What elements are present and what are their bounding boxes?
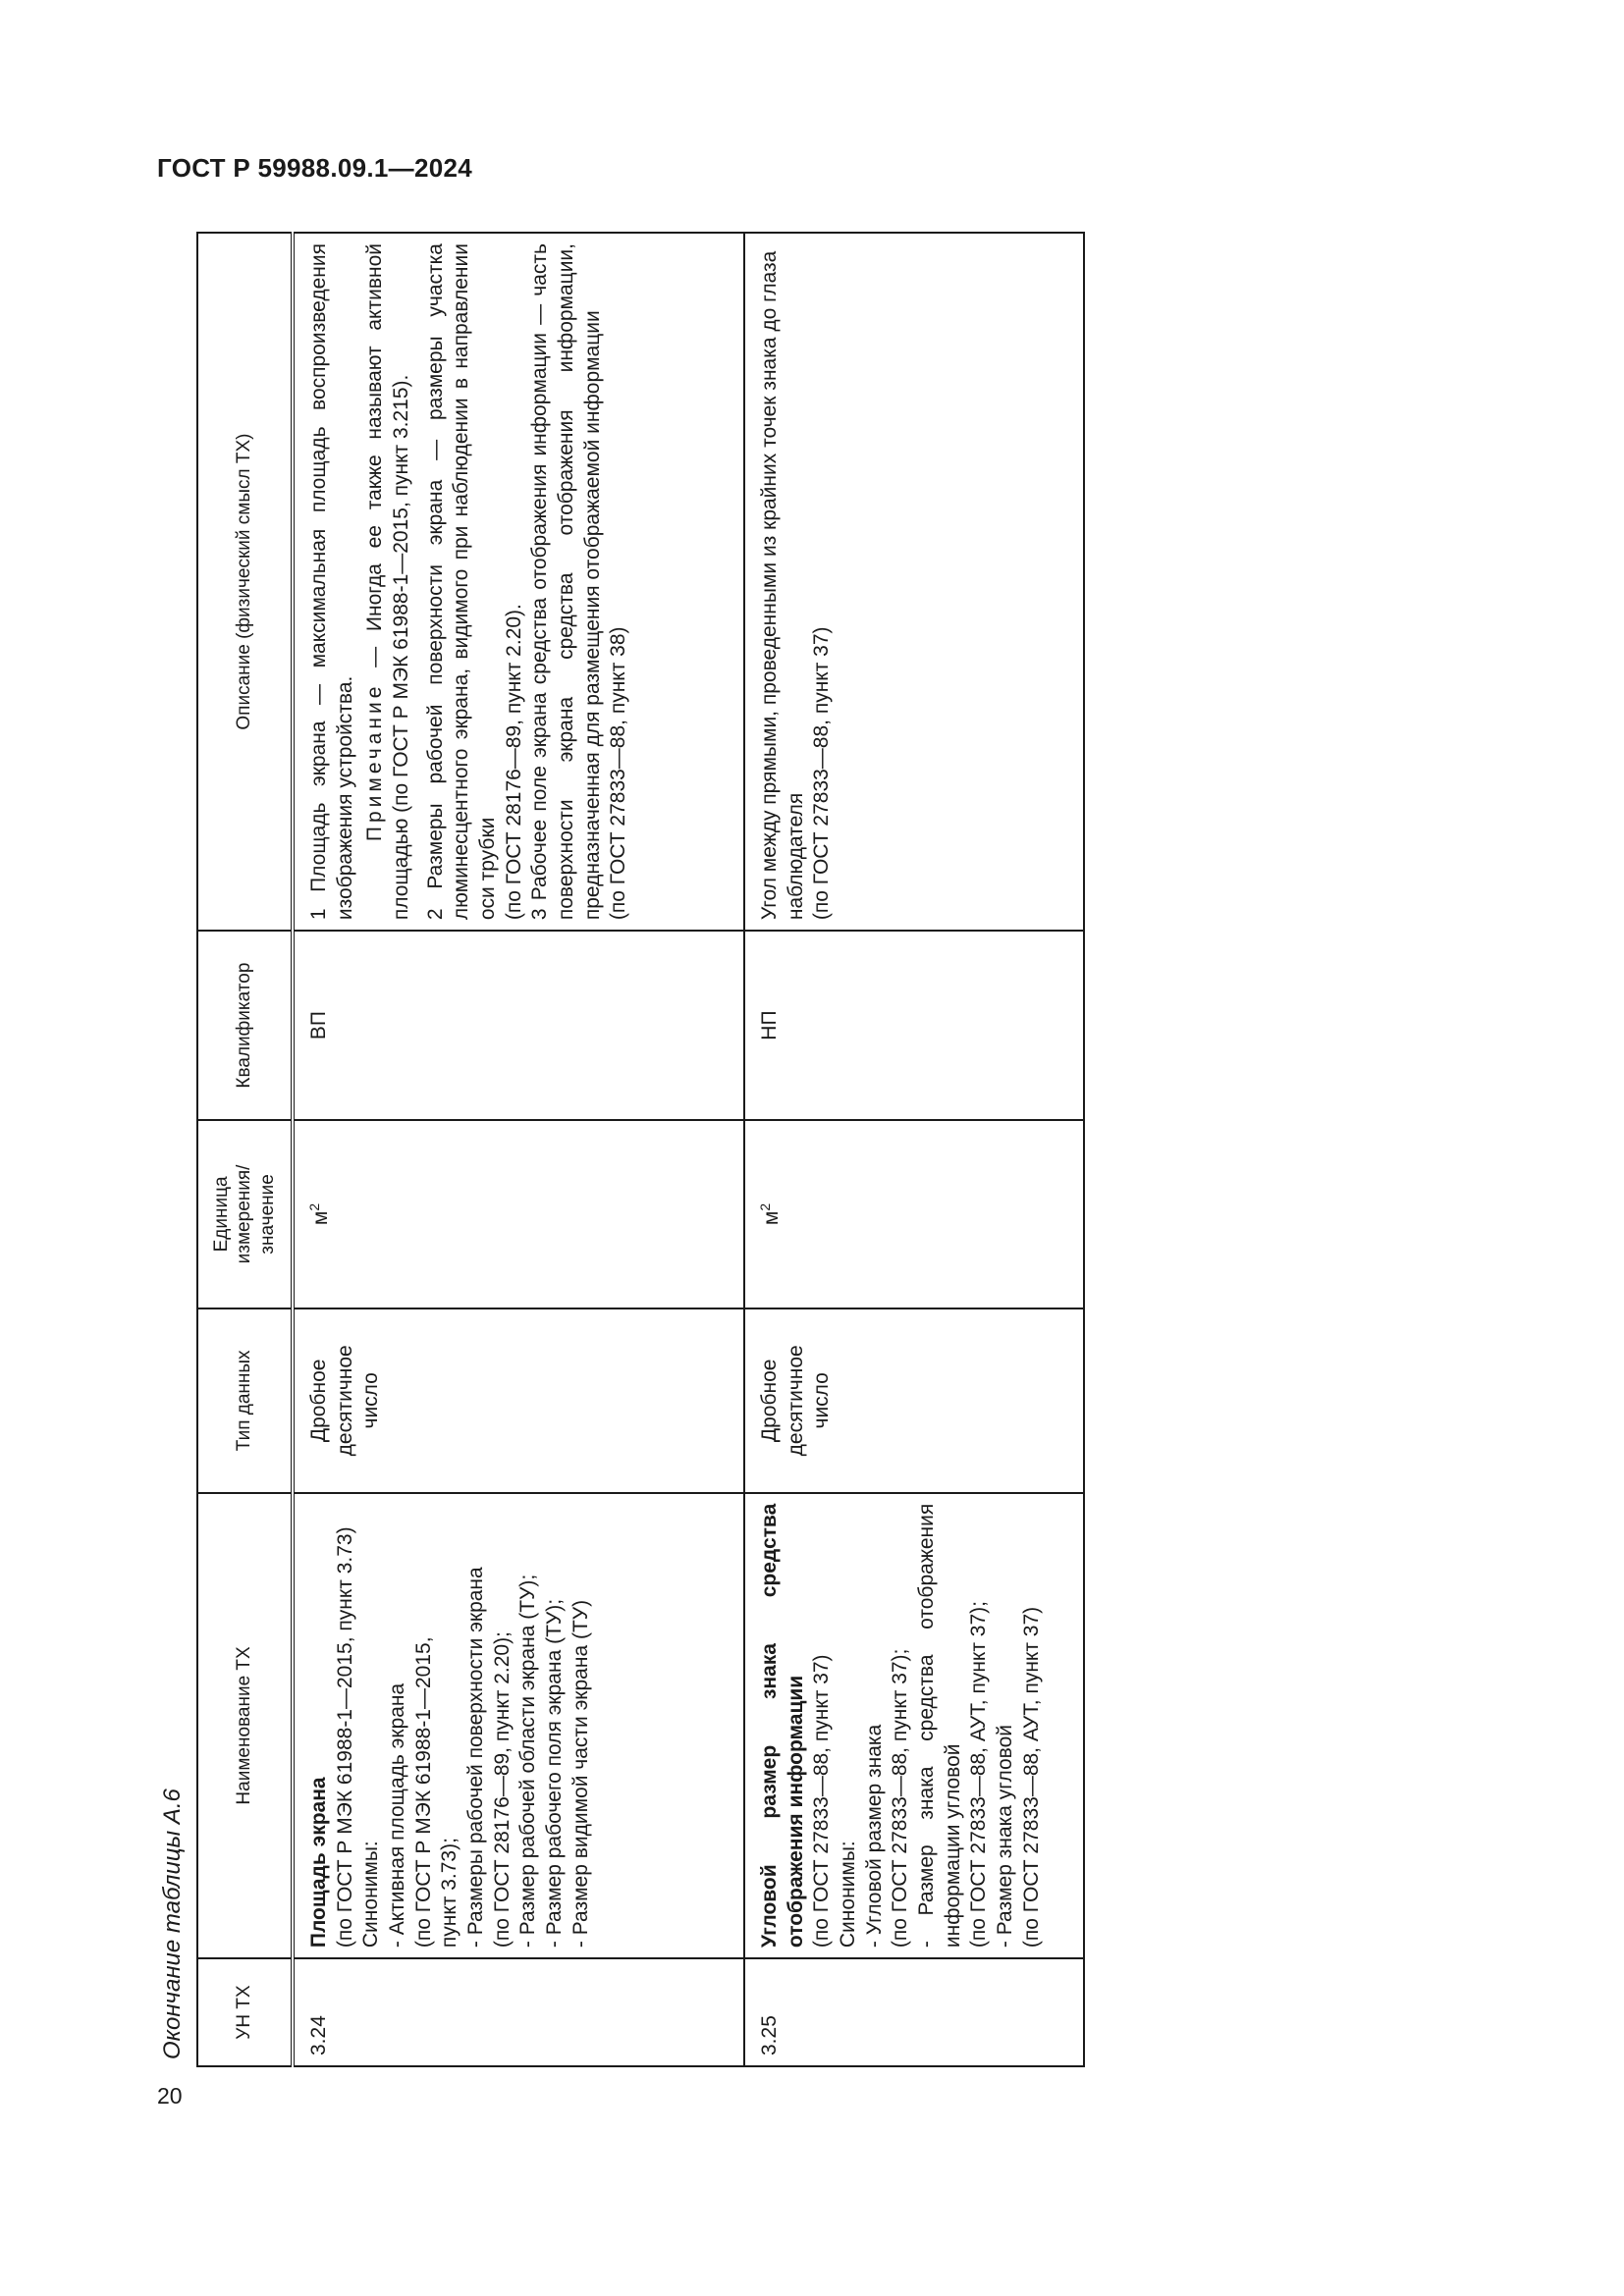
term-line: - Размер знака угловой (993, 1725, 1016, 1949)
term-line: (по ГОСТ 27833—88, АУТ, пункт 37) (1019, 1606, 1043, 1949)
cell-data-type: Дробное десятичное число (293, 1308, 744, 1493)
column-header-name: Наименование ТХ (197, 1493, 293, 1958)
description-item: 1 Площадь экрана — максимальная площадь воспроизведения изображения устройства. (307, 243, 356, 921)
term-line: - Угловой размер знака (862, 1724, 886, 1949)
cell-id: 3.24 (293, 1958, 744, 2066)
description-item: 2 Размеры рабочей поверхности экрана — размеры участка люминесцентного экрана, видимого при наблюдении в направлении оси трубки (423, 243, 499, 921)
rotated-table-area (149, 232, 1111, 2067)
table-header-row (197, 233, 293, 2066)
cell-name (293, 1493, 744, 1958)
note (362, 243, 414, 920)
description-item: Угол между прямыми, проведенными из крайних точек знака до глаза наблюдателя (758, 250, 807, 921)
column-header-data-type: Тип данных (197, 1308, 293, 1493)
cell-qualifier: ВП (293, 931, 744, 1120)
table-row (744, 233, 1084, 2066)
term-line: пункт 3.73); (438, 1838, 461, 1949)
unit-text: м (760, 1210, 783, 1226)
document-header: ГОСТ Р 59988.09.1—2024 (157, 153, 472, 183)
table-caption: Окончание таблицы А.6 (159, 1789, 186, 2059)
term-line: - Размер рабочего поля экрана (ТУ); (542, 1598, 566, 1949)
cell-data-type: Дробное десятичное число (744, 1308, 1084, 1493)
term-line: - Размеры рабочей поверхности экрана (463, 1567, 487, 1949)
term-line: (по ГОСТ Р МЭК 61988-1—2015, (411, 1636, 435, 1949)
cell-unit (744, 1120, 1084, 1308)
column-header-qualifier: Квалификатор (197, 931, 293, 1120)
note-label: Примечание (363, 682, 387, 842)
column-header-id: УН ТХ (197, 1958, 293, 2066)
column-header-description: Описание (физический смысл ТХ) (197, 233, 293, 931)
term-line: Синонимы: (836, 1841, 859, 1949)
term-line: (по ГОСТ 27833—88, пункт 37); (889, 1648, 912, 1949)
description-reference: (по ГОСТ 28176—89, пункт 2.20). (502, 604, 525, 921)
term-line: (по ГОСТ 27833—88, пункт 37) (810, 1654, 834, 1949)
cell-id: 3.25 (744, 1958, 1084, 2066)
term-line: (по ГОСТ 28176—89, пункт 2.20); (490, 1631, 514, 1949)
term-line: Синонимы: (359, 1841, 383, 1949)
table-row (293, 233, 744, 2066)
column-header-unit: Единица измерения/ значение (197, 1120, 293, 1308)
cell-description (744, 233, 1084, 931)
specification-table (196, 232, 1085, 2067)
term-line: - Активная площадь экрана (385, 1682, 408, 1949)
term-name: Угловой размер знака средства отображения информации (758, 1503, 807, 1949)
term-name: Площадь экрана (307, 1777, 330, 1949)
unit-exponent: 2 (757, 1202, 773, 1211)
description-reference: (по ГОСТ 27833—88, пункт 38) (607, 626, 630, 921)
cell-unit (293, 1120, 744, 1308)
cell-qualifier: НП (744, 931, 1084, 1120)
term-line: - Размер знака средства отображения информации угловой (914, 1503, 964, 1949)
description-item: 3 Рабочее поле экрана средства отображения информации — часть поверхности экрана средства отображения информации, предназначенная для размещения отображаемой информации (528, 243, 604, 921)
unit-text: м (309, 1210, 332, 1226)
note-text: — Иногда ее также называют активной площадью (по ГОСТ Р МЭК 61988-1—2015, пункт 3.215). (363, 243, 412, 921)
term-line: - Размер рабочей области экрана (ТУ); (516, 1574, 540, 1949)
page-number: 20 (157, 2083, 183, 2109)
term-line: (по ГОСТ 27833—88, АУТ, пункт 37); (967, 1601, 991, 1949)
cell-description (293, 233, 744, 931)
term-line: - Размер видимой части экрана (ТУ) (568, 1599, 592, 1949)
cell-name (744, 1493, 1084, 1958)
unit-exponent: 2 (306, 1202, 322, 1211)
term-line: (по ГОСТ Р МЭК 61988-1—2015, пункт 3.73) (333, 1526, 356, 1949)
description-reference: (по ГОСТ 27833—88, пункт 37) (810, 626, 834, 921)
